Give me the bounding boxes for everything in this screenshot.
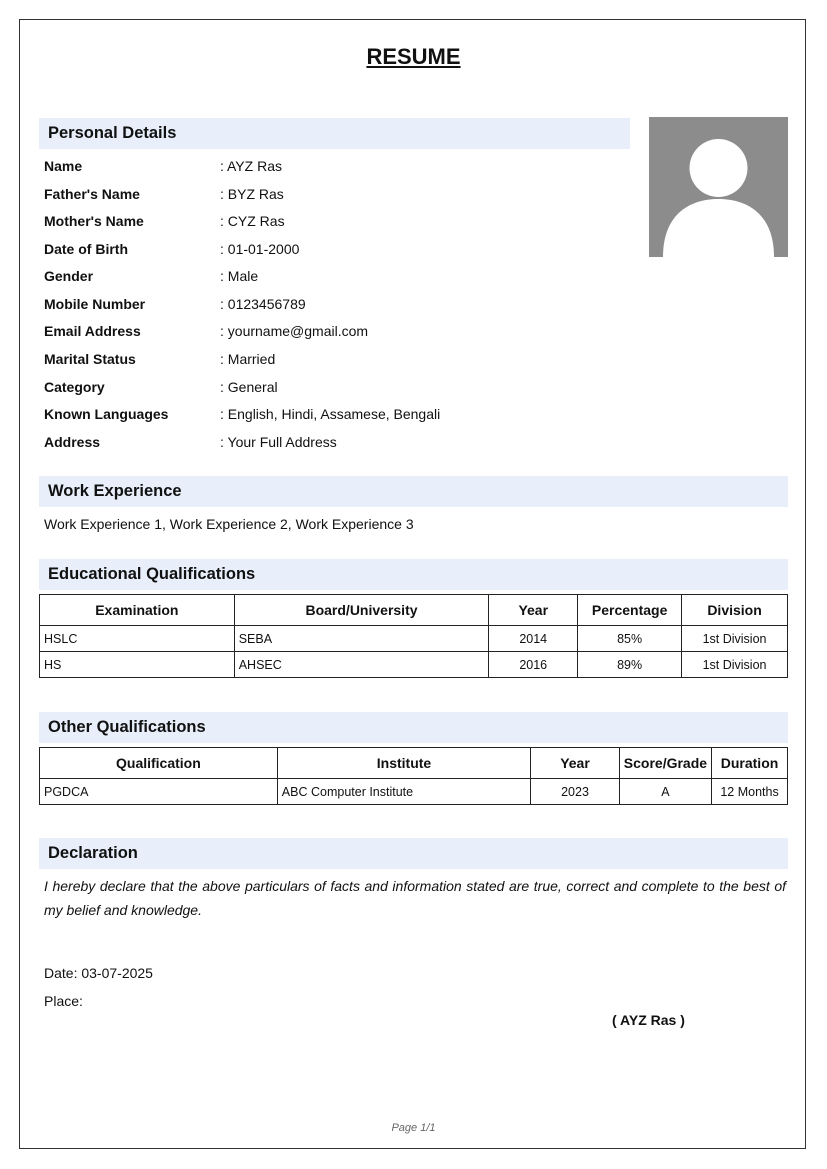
detail-value: : yourname@gmail.com bbox=[220, 323, 369, 339]
column-header: Institute bbox=[277, 748, 530, 779]
detail-label: Mobile Number bbox=[44, 296, 146, 312]
document-title: RESUME bbox=[366, 44, 461, 69]
place-line: Place: bbox=[44, 993, 83, 1009]
detail-value: : CYZ Ras bbox=[220, 213, 285, 229]
column-header: Percentage bbox=[578, 595, 682, 626]
date-line: Date: 03-07-2025 bbox=[44, 965, 153, 981]
detail-value: : Male bbox=[220, 268, 259, 284]
detail-value: : AYZ Ras bbox=[220, 158, 282, 174]
table-cell: 2023 bbox=[531, 779, 620, 805]
detail-label: Date of Birth bbox=[44, 241, 128, 257]
table-cell: 2016 bbox=[489, 652, 578, 678]
other-qualifications-table bbox=[39, 747, 788, 805]
detail-label: Email Address bbox=[44, 323, 141, 339]
table-header-row bbox=[40, 748, 788, 779]
table-row bbox=[40, 779, 788, 805]
table-cell: ABC Computer Institute bbox=[277, 779, 530, 805]
declaration-text: I hereby declare that the above particulars of facts and information stated are true, correct and complete to the best of my belief and knowledge. bbox=[44, 878, 786, 918]
table-row bbox=[40, 652, 788, 678]
work-experience-text: Work Experience 1, Work Experience 2, Work Experience 3 bbox=[44, 516, 414, 532]
detail-value: : General bbox=[220, 379, 278, 395]
table-cell: 89% bbox=[578, 652, 682, 678]
table-cell: SEBA bbox=[234, 626, 489, 652]
section-declaration: Declaration bbox=[39, 838, 788, 869]
column-header: Year bbox=[531, 748, 620, 779]
section-other-qualifications: Other Qualifications bbox=[39, 712, 788, 743]
section-educational-qualifications: Educational Qualifications bbox=[39, 559, 788, 590]
table-cell: 1st Division bbox=[682, 652, 788, 678]
detail-value: : English, Hindi, Assamese, Bengali bbox=[220, 406, 441, 422]
column-header: Qualification bbox=[40, 748, 278, 779]
detail-label: Mother's Name bbox=[44, 213, 144, 229]
table-header-row bbox=[40, 595, 788, 626]
column-header: Year bbox=[489, 595, 578, 626]
column-header: Examination bbox=[40, 595, 235, 626]
column-header: Duration bbox=[712, 748, 788, 779]
table-cell: HSLC bbox=[40, 626, 235, 652]
section-work-experience: Work Experience bbox=[39, 476, 788, 507]
section-personal-details: Personal Details bbox=[39, 118, 630, 149]
user-avatar-icon bbox=[649, 117, 788, 257]
detail-value: : BYZ Ras bbox=[220, 186, 284, 202]
column-header: Division bbox=[682, 595, 788, 626]
table-cell: AHSEC bbox=[234, 652, 489, 678]
table-cell: 85% bbox=[578, 626, 682, 652]
table-row bbox=[40, 626, 788, 652]
column-header: Board/University bbox=[234, 595, 489, 626]
table-cell: A bbox=[619, 779, 711, 805]
profile-photo bbox=[649, 117, 788, 257]
detail-label: Marital Status bbox=[44, 351, 136, 367]
detail-label: Gender bbox=[44, 268, 94, 284]
table-cell: 2014 bbox=[489, 626, 578, 652]
detail-label: Category bbox=[44, 379, 105, 395]
table-cell: HS bbox=[40, 652, 235, 678]
detail-label: Name bbox=[44, 158, 83, 174]
table-cell: PGDCA bbox=[40, 779, 278, 805]
detail-label: Address bbox=[44, 434, 101, 450]
column-header: Score/Grade bbox=[619, 748, 711, 779]
detail-value: : Married bbox=[220, 351, 276, 367]
detail-label: Father's Name bbox=[44, 186, 140, 202]
detail-label: Known Languages bbox=[44, 406, 169, 422]
detail-value: : Your Full Address bbox=[220, 434, 337, 450]
education-table bbox=[39, 594, 788, 678]
table-cell: 12 Months bbox=[712, 779, 788, 805]
detail-value: : 0123456789 bbox=[220, 296, 306, 312]
detail-value: : 01-01-2000 bbox=[220, 241, 300, 257]
signature-name: ( AYZ Ras ) bbox=[612, 1012, 685, 1028]
page-number: Page 1/1 bbox=[391, 1122, 436, 1134]
table-cell: 1st Division bbox=[682, 626, 788, 652]
